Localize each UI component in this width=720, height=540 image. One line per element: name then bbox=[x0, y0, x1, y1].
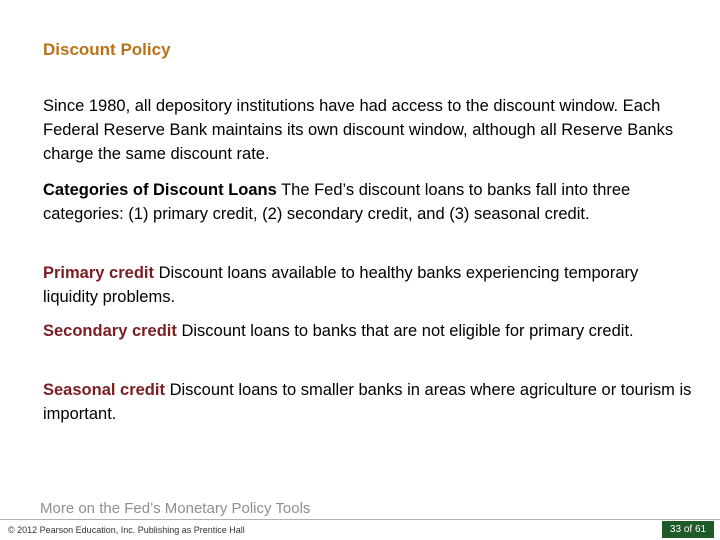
primary-credit-term: Primary credit bbox=[43, 264, 154, 282]
secondary-credit-term: Secondary credit bbox=[43, 322, 177, 340]
seasonal-credit-term: Seasonal credit bbox=[43, 381, 165, 399]
footer-title: More on the Fed’s Monetary Policy Tools bbox=[40, 500, 311, 517]
secondary-credit-text: Discount loans to banks that are not eligible for primary credit. bbox=[176, 322, 634, 340]
seasonal-credit-paragraph bbox=[43, 378, 693, 426]
categories-paragraph bbox=[43, 178, 693, 226]
categories-text: The Fed’s discount loans to banks fall into three categories: (1) primary credit, (2) secondary credit, and (3) seasonal credit. bbox=[43, 181, 631, 223]
intro-paragraph: Since 1980, all depository institutions have had access to the discount window. Each Federal Reserve Bank maintains its own discount window, although all Reserve Banks charge the same discount rate. bbox=[43, 97, 674, 163]
footer-divider bbox=[0, 519, 720, 520]
copyright-text: © 2012 Pearson Education, Inc. Publishing as Prentice Hall bbox=[8, 525, 245, 535]
primary-credit-text: Discount loans available to healthy banks experiencing temporary liquidity problems. bbox=[43, 264, 639, 306]
page-number-badge: 33 of 61 bbox=[662, 521, 714, 538]
primary-credit-paragraph bbox=[43, 261, 693, 309]
categories-term: Categories of Discount Loans bbox=[43, 181, 277, 199]
seasonal-credit-text: Discount loans to smaller banks in areas where agriculture or tourism is important. bbox=[43, 381, 692, 423]
section-heading: Discount Policy bbox=[43, 40, 171, 59]
secondary-credit-paragraph bbox=[43, 319, 693, 343]
